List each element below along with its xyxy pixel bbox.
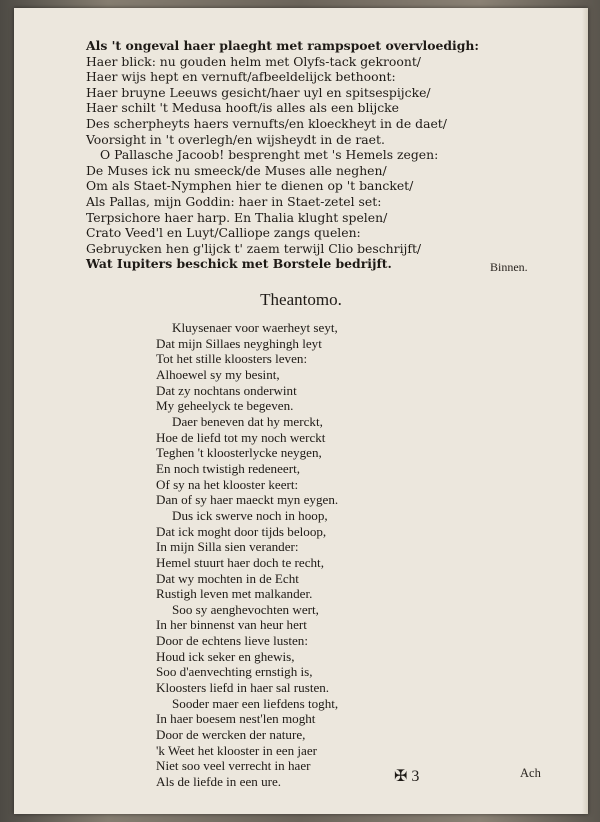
poem-line: Dat mijn Sillaes neyghingh leyt — [156, 335, 322, 351]
verse-top-line: Crato Veed'l en Luyt/Calliope zangs quelen: — [86, 225, 361, 241]
poem-line: Soo sy aenghevochten wert, — [172, 601, 319, 617]
catchword-bottom: Ach — [520, 766, 541, 780]
poem — [156, 320, 486, 790]
poem-line: In her binnenst van heur hert — [156, 617, 307, 633]
verse-top-line: Voorsight in 't overlegh/en wijsheydt in de raet. — [86, 131, 385, 147]
verse-top-line: De Muses ick nu smeeck/de Muses alle neghen/ — [86, 162, 387, 178]
poem-line: Dat wy mochten in de Echt — [156, 570, 299, 586]
poem-line: Rustigh leven met malkander. — [156, 586, 313, 602]
poem-line: Door de wercken der nature, — [156, 727, 306, 743]
verse-top-line: Om als Staet-Nymphen hier te dienen op 't bancket/ — [86, 178, 414, 194]
poem-line: My geheelyck te begeven. — [156, 398, 294, 414]
poem-line: Kloosters liefd in haer sal rusten. — [156, 680, 330, 696]
poem-line: Kluysenaer voor waerheyt seyt, — [172, 320, 338, 335]
poem-line: Of sy na het klooster keert: — [156, 476, 299, 492]
verse-top-line: O Pallasche Jacoob! besprenght met 's Hemels zegen: — [100, 147, 439, 163]
verse-top-line: Als Pallas, mijn Goddin: haer in Staet-zetel set: — [86, 193, 382, 209]
poem-line: Hemel stuurt haer doch te recht, — [156, 554, 324, 570]
signature-mark: ✠ 3 — [394, 768, 420, 785]
verse-top-line: Des scherpheyts haers vernufts/en kloeckheyt in de daet/ — [86, 115, 447, 131]
poem-line: Dan of sy haer maeckt myn eygen. — [156, 492, 339, 508]
poem-line: Niet soo veel verrecht in haer — [156, 758, 311, 774]
poem-line: In mijn Silla sien verander: — [156, 539, 299, 555]
poem-line: In haer boesem nest'len moght — [156, 711, 316, 727]
verse-top-line: Wat Iupiters beschick met Borstele bedrijft. — [86, 256, 392, 272]
verse-top-line: Terpsichore haer harp. En Thalia klught spelen/ — [86, 209, 388, 225]
verse-top — [86, 38, 516, 272]
poem-line: Dus ick swerve noch in hoop, — [172, 507, 328, 523]
poem-line: Als de liefde in een ure. — [156, 774, 282, 790]
book-page — [14, 8, 588, 814]
poem-line: Dat ick moght door tijds beloop, — [156, 523, 327, 539]
catchword-top: Binnen. — [490, 260, 528, 274]
poem-title: Theantomo. — [260, 290, 342, 309]
poem-line: Sooder maer een liefdens toght, — [172, 695, 339, 711]
poem-line: Hoe de liefd tot my noch werckt — [156, 429, 326, 445]
poem-line: Teghen 't kloosterlycke neygen, — [156, 445, 322, 461]
verse-top-line: Haer schilt 't Medusa hooft/is alles als een blijcke — [86, 100, 400, 116]
poem-line: 'k Weet het klooster in een jaer — [156, 742, 318, 758]
poem-line: Daer beneven dat hy merckt, — [172, 413, 323, 429]
poem-line: Soo d'aenvechting ernstigh is, — [156, 664, 313, 680]
poem-line: Houd ick seker en ghewis, — [156, 648, 295, 664]
verse-top-line: Haer bruyne Leeuws gesicht/haer uyl en spitsespijcke/ — [86, 84, 431, 100]
verse-top-line: Gebruycken hen g'lijck t' zaem terwijl Clio beschrijft/ — [86, 240, 422, 256]
verse-top-line: Haer blick: nu gouden helm met Olyfs-tack gekroont/ — [86, 53, 421, 69]
poem-line: Tot het stille kloosters leven: — [156, 351, 308, 367]
poem-line: Door de echtens lieve lusten: — [156, 633, 308, 649]
poem-line: En noch twistigh redeneert, — [156, 460, 300, 476]
verse-top-line: Haer wijs hept en vernuft/afbeeldelijck bethoont: — [86, 69, 396, 85]
page-edge — [582, 8, 588, 814]
verse-top-line: Als 't ongeval haer plaeght met rampspoet overvloedigh: — [86, 38, 479, 53]
poem-line: Dat zy nochtans onderwint — [156, 382, 297, 398]
poem-line: Alhoewel sy my besint, — [156, 366, 280, 382]
